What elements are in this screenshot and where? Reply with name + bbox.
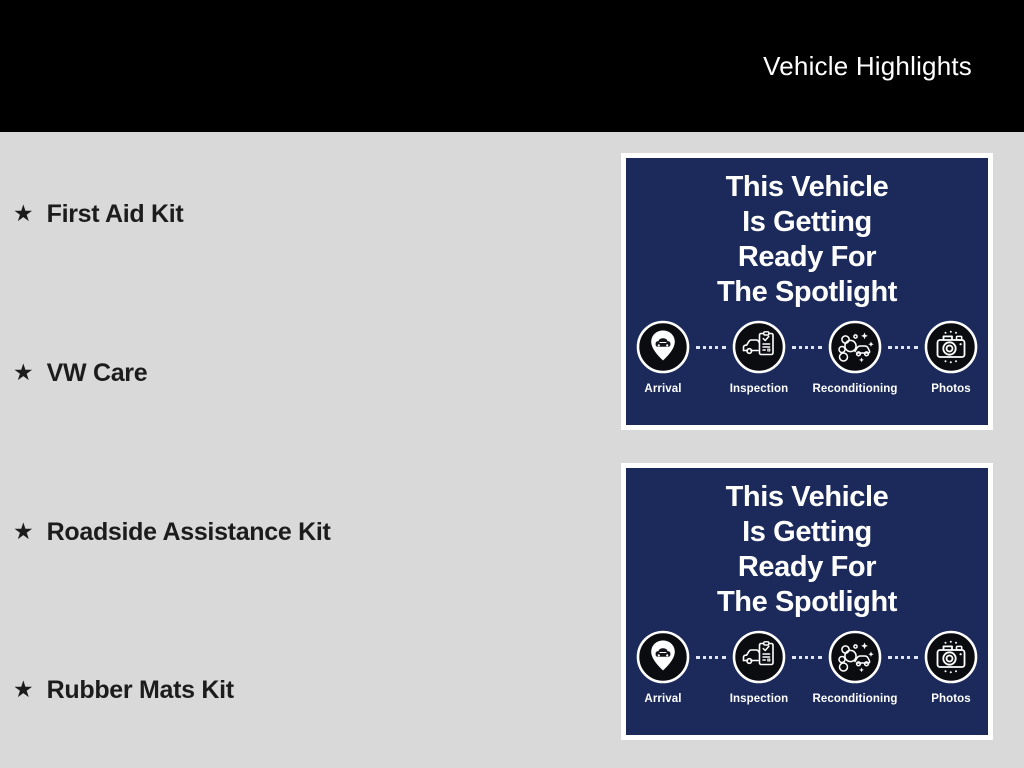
step-label: Inspection	[729, 383, 789, 395]
step-arrival	[636, 630, 690, 705]
reconditioning-wash-icon	[828, 630, 882, 684]
dotted-connector	[792, 656, 822, 659]
highlight-item-roadside-assistance-kit	[13, 516, 331, 548]
dotted-connector	[696, 346, 726, 349]
step-inspection	[729, 320, 789, 395]
dotted-connector	[696, 656, 726, 659]
placeholder-title-line: Ready For	[737, 241, 877, 273]
star-bullet-icon: ★	[13, 517, 34, 544]
placeholder-title-line: This Vehicle	[725, 171, 889, 203]
prep-steps-row	[626, 320, 988, 395]
highlight-label: VW Care	[46, 358, 148, 387]
star-bullet-icon: ★	[13, 199, 34, 226]
placeholder-title-line: The Spotlight	[716, 276, 898, 308]
step-label: Reconditioning	[812, 383, 898, 395]
placeholder-title-line: Is Getting	[742, 206, 872, 238]
dotted-connector	[792, 346, 822, 349]
step-label: Photos	[931, 693, 971, 705]
page-title: Vehicle Highlights	[763, 50, 972, 81]
highlight-label: Rubber Mats Kit	[46, 675, 234, 704]
step-label: Arrival	[644, 693, 682, 705]
placeholder-title-line: This Vehicle	[725, 481, 889, 513]
inspection-checklist-icon	[732, 320, 786, 374]
highlight-item-rubber-mats-kit	[13, 674, 234, 706]
page-header	[0, 0, 1024, 132]
inspection-checklist-icon	[732, 630, 786, 684]
step-photos	[924, 320, 978, 395]
arrival-pin-icon	[636, 320, 690, 374]
step-reconditioning	[812, 320, 898, 395]
arrival-pin-icon	[636, 630, 690, 684]
dotted-connector	[888, 656, 918, 659]
step-reconditioning	[812, 630, 898, 705]
step-label: Photos	[931, 383, 971, 395]
placeholder-title-line: Ready For	[737, 551, 877, 583]
vehicle-photo-placeholder[interactable]	[621, 153, 993, 430]
camera-icon	[924, 320, 978, 374]
highlight-label: Roadside Assistance Kit	[46, 517, 331, 546]
camera-icon	[924, 630, 978, 684]
placeholder-title-line: The Spotlight	[716, 586, 898, 618]
step-label: Reconditioning	[812, 693, 898, 705]
prep-steps-row	[626, 630, 988, 705]
reconditioning-wash-icon	[828, 320, 882, 374]
star-bullet-icon: ★	[13, 675, 34, 702]
highlight-label: First Aid Kit	[46, 199, 184, 228]
placeholder-title	[626, 170, 988, 310]
step-arrival	[636, 320, 690, 395]
placeholder-title	[626, 480, 988, 620]
vehicle-highlights-section	[0, 132, 1024, 768]
step-inspection	[729, 630, 789, 705]
highlight-item-vw-care	[13, 357, 147, 389]
dotted-connector	[888, 346, 918, 349]
step-photos	[924, 630, 978, 705]
placeholder-title-line: Is Getting	[742, 516, 872, 548]
vehicle-photo-placeholder[interactable]	[621, 463, 993, 740]
star-bullet-icon: ★	[13, 358, 34, 385]
step-label: Arrival	[644, 383, 682, 395]
step-label: Inspection	[729, 693, 789, 705]
highlight-item-first-aid-kit	[13, 198, 183, 230]
